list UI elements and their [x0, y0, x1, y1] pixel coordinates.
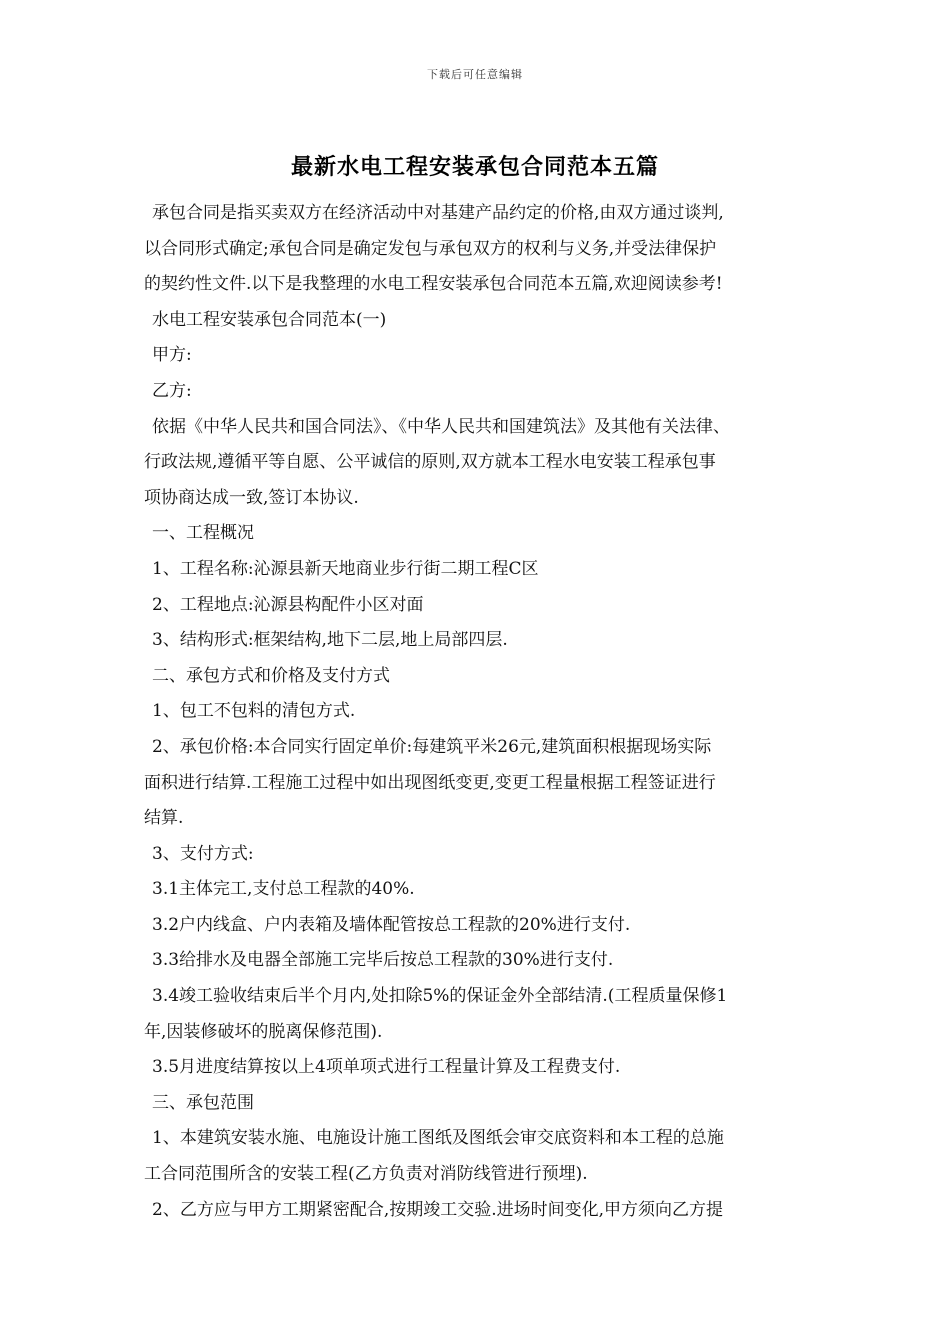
text-line: 3.4竣工验收结束后半个月内,处扣除5%的保证金外全部结清.(工程质量保修1 — [152, 986, 728, 1007]
text-line: 3.5月进度结算按以上4项单项式进行工程量计算及工程费支付. — [152, 1057, 621, 1078]
text-line: 的契约性文件.以下是我整理的水电工程安装承包合同范本五篇,欢迎阅读参考! — [144, 274, 723, 295]
text-line: 工合同范围所含的安装工程(乙方负责对消防线管进行预埋). — [144, 1164, 588, 1185]
text-line: 项协商达成一致,签订本协议. — [144, 487, 359, 508]
text-line: 二、承包方式和价格及支付方式 — [152, 665, 390, 686]
text-line: 3.1主体完工,支付总工程款的40%. — [152, 879, 415, 900]
text-line: 2、工程地点:沁源县构配件小区对面 — [152, 594, 424, 615]
text-line: 2、承包价格:本合同实行固定单价:每建筑平米26元,建筑面积根据现场实际 — [152, 736, 712, 757]
text-line: 甲方: — [152, 345, 192, 366]
text-line: 行政法规,遵循平等自愿、公平诚信的原则,双方就本工程水电安装工程承包事 — [144, 452, 716, 473]
text-line: 3.3给排水及电器全部施工完毕后按总工程款的30%进行支付. — [152, 950, 614, 971]
document-body — [144, 196, 824, 1228]
document-title: 最新水电工程安装承包合同范本五篇 — [290, 154, 659, 180]
text-line: 以合同形式确定;承包合同是确定发包与承包双方的权利与义务,并受法律保护 — [144, 238, 717, 259]
text-line: 3.2户内线盒、户内表箱及墙体配管按总工程款的20%进行支付. — [152, 914, 631, 935]
text-line: 3、支付方式: — [152, 843, 254, 864]
text-line: 1、包工不包料的清包方式. — [152, 701, 356, 722]
text-line: 承包合同是指买卖双方在经济活动中对基建产品约定的价格,由双方通过谈判, — [152, 203, 724, 223]
text-line: 一、工程概况 — [152, 523, 254, 544]
text-line: 2、乙方应与甲方工期紧密配合,按期竣工交验.进场时间变化,甲方须向乙方提 — [152, 1199, 724, 1220]
header-note: 下载后可任意编辑 — [427, 68, 523, 81]
text-line: 水电工程安装承包合同范本(一) — [152, 309, 387, 330]
text-line: 结算. — [144, 808, 184, 829]
text-line: 3、结构形式:框架结构,地下二层,地上局部四层. — [152, 630, 508, 651]
text-line: 依据《中华人民共和国合同法》、《中华人民共和国建筑法》及其他有关法律、 — [152, 416, 730, 437]
text-line: 1、工程名称:沁源县新天地商业步行街二期工程C区 — [152, 558, 539, 579]
text-line: 1、本建筑安装水施、电施设计施工图纸及图纸会审交底资料和本工程的总施 — [152, 1128, 724, 1149]
text-line: 乙方: — [152, 380, 192, 401]
text-line: 面积进行结算.工程施工过程中如出现图纸变更,变更工程量根据工程签证进行 — [144, 772, 716, 793]
text-line: 三、承包范围 — [152, 1092, 254, 1113]
text-line: 年,因装修破坏的脱离保修范围). — [144, 1021, 383, 1042]
